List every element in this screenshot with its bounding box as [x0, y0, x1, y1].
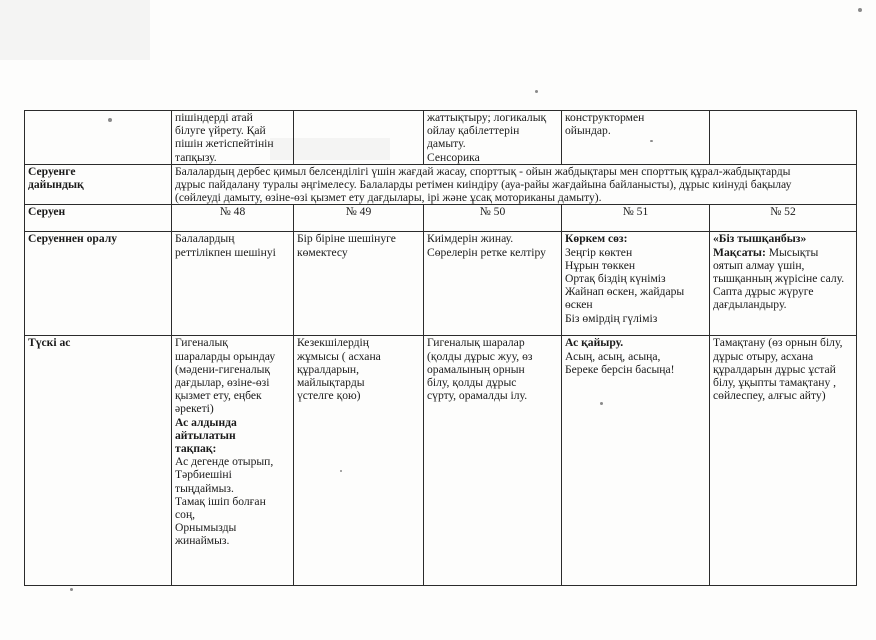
rhyme-heading: Ас алдында [175, 415, 237, 429]
text-line: көмектесу [297, 245, 348, 259]
text-line: ойындар. [565, 124, 611, 138]
game-goal-line [713, 246, 853, 259]
text-line: Балалардың дербес қимыл белсенділігі үшін жағдай жасау, спорттық - ойын жабдықтары мен спорттық құрал-жабдықтарды [175, 164, 791, 178]
poem-line: Тамақ ішіп болған [175, 494, 266, 508]
text-line: Балалардың [175, 232, 235, 246]
text-line: шараларды орындау [175, 349, 276, 363]
poem-line: Ас дегенде отырып, [175, 455, 274, 469]
poem-line: Асың, асың, асыңа, [565, 349, 661, 363]
text-line: конструктормен [565, 111, 645, 124]
text-line: құралдарын дұрыс ұстай [713, 362, 836, 376]
text-line: үстелге қою) [297, 389, 361, 403]
table-row-return [25, 232, 857, 336]
text-line: құралдарын, [297, 362, 359, 376]
poem-line: Орнымызды [175, 521, 237, 535]
text-line: (қолды дұрыс жуу, өз [427, 349, 533, 363]
row-label-return: Серуеннен оралу [25, 232, 172, 336]
text-line: білуге үйрету. Қай [175, 124, 266, 138]
poem-line: Жайнап өскен, жайдары [565, 285, 685, 299]
text-line: дағдыландыру. [713, 298, 787, 312]
poem-line: соң, [175, 508, 196, 522]
text-line: оятып алмау үшін, [713, 258, 805, 272]
text-line: дағдылар, өзіне-өзі [175, 376, 270, 390]
text-line: Кезекшілердің [297, 336, 369, 350]
text-line: ойлау қабілеттерін [427, 124, 520, 138]
poem-title: Көркем сөз: [565, 232, 628, 246]
return-cell-5 [562, 232, 710, 336]
goal-label: Мақсаты: [713, 245, 766, 259]
rhyme-heading: айтылатын [175, 428, 236, 442]
text-line: майлықтарды [297, 376, 365, 390]
blessing-title: Ас қайыру. [565, 336, 624, 350]
text-line: (сөйлеуді дамыту, өзіне-өзі қызмет ету дағдылары, ірі және ұсақ моториканы дамыту). [175, 191, 602, 205]
continuation-cell-6 [710, 111, 857, 165]
poem-line: Нұрын төккен [565, 258, 636, 272]
lunch-cell-6 [710, 336, 857, 586]
poem-line: өскен [565, 298, 593, 312]
scan-speck [858, 8, 862, 12]
text-line: Сенсорика [427, 150, 480, 164]
text-line: білу, қолды дұрыс [427, 376, 517, 390]
poem-line: Ортақ біздің күніміз [565, 272, 666, 286]
daily-plan-table [24, 110, 857, 586]
walk-number-cell: № 49 [294, 205, 424, 232]
continuation-cell-3 [294, 111, 424, 165]
continuation-cell-2 [172, 111, 294, 165]
text-line: дұрыс отыру, асхана [713, 349, 814, 363]
text-line: Бір біріне шешінуге [297, 232, 396, 246]
text-line: реттілікпен шешінуі [175, 245, 276, 259]
text-line: Гигеналық [175, 336, 228, 350]
poem-line: Тәрбиешіні [175, 468, 232, 482]
poem-line: Зеңгір көктен [565, 245, 633, 259]
scan-shadow-top [0, 0, 150, 60]
text-line: (мәдени-гигеналық [175, 362, 271, 376]
lunch-cell-5 [562, 336, 710, 586]
walk-number-cell: № 51 [562, 205, 710, 232]
continuation-cell-5 [562, 111, 710, 165]
text-line: қызмет ету, еңбек [175, 389, 262, 403]
return-cell-4 [424, 232, 562, 336]
walk-prep-description [172, 164, 857, 205]
text-line: Сөрелерін ретке келтіру [427, 245, 546, 259]
text-line: дұрыс пайдалану туралы әңгімелесу. Балаларды ретімен киіндіру (ауа-райы жағдайына байланысты), дұрыс киінуді бақылау [175, 178, 792, 192]
lunch-cell-3 [294, 336, 424, 586]
table-row-walk [25, 205, 857, 232]
label-line: Серуенге [28, 164, 76, 178]
label-line: дайындық [28, 178, 84, 192]
row-label-walk-prep [25, 164, 172, 205]
walk-number-cell: № 48 [172, 205, 294, 232]
text-line: әрекеті) [175, 402, 214, 416]
game-title: «Біз тышқанбыз» [713, 232, 807, 246]
text-line: Гигеналық шаралар [427, 336, 525, 350]
poem-line: тыңдаймыз. [175, 481, 234, 495]
rhyme-heading: тақпақ: [175, 442, 217, 456]
text-line: білу, ұқыпты тамақтану , [713, 376, 837, 390]
text-line: тапқызу. [175, 150, 217, 164]
text-line: Сапта дұрыс жүруге [713, 285, 814, 299]
text-line: жұмысы ( асхана [297, 349, 381, 363]
text-line: сүрту, орамалды ілу. [427, 389, 528, 403]
continuation-cell-4 [424, 111, 562, 165]
text-line: дамыту. [427, 137, 466, 151]
poem-line: Береке берсін басыңа! [565, 362, 675, 376]
poem-line: жинаймыз. [175, 534, 230, 548]
poem-line: Біз өмірдің гүліміз [565, 311, 658, 325]
goal-text: Мысықты [765, 245, 819, 259]
text-line: Тамақтану (өз орнын білу, [713, 336, 843, 350]
table-row-walk-prep [25, 164, 857, 205]
text-line: сөйлеспеу, алғыс айту) [713, 389, 826, 403]
text-line: пішіндерді атай [175, 111, 253, 124]
walk-number-cell: № 50 [424, 205, 562, 232]
table-row-lunch [25, 336, 857, 586]
scan-speck [70, 588, 73, 591]
walk-number-cell: № 52 [710, 205, 857, 232]
row-label-walk: Серуен [25, 205, 172, 232]
row-label-lunch: Түскі ас [25, 336, 172, 586]
return-cell-2 [172, 232, 294, 336]
text-line: Киімдерін жинау. [427, 232, 514, 246]
return-cell-3 [294, 232, 424, 336]
lunch-cell-2 [172, 336, 294, 586]
text-line: пішін жетіспейтінін [175, 137, 274, 151]
continuation-cell-1 [25, 111, 172, 165]
table-row-continuation [25, 111, 857, 165]
text-line: жаттықтыру; логикалық [427, 111, 547, 124]
text-line: орамалының орнын [427, 362, 525, 376]
lunch-cell-4 [424, 336, 562, 586]
scan-speck [535, 90, 538, 93]
return-cell-6 [710, 232, 857, 336]
text-line: тышқанның жүрісіне салу. [713, 272, 845, 286]
